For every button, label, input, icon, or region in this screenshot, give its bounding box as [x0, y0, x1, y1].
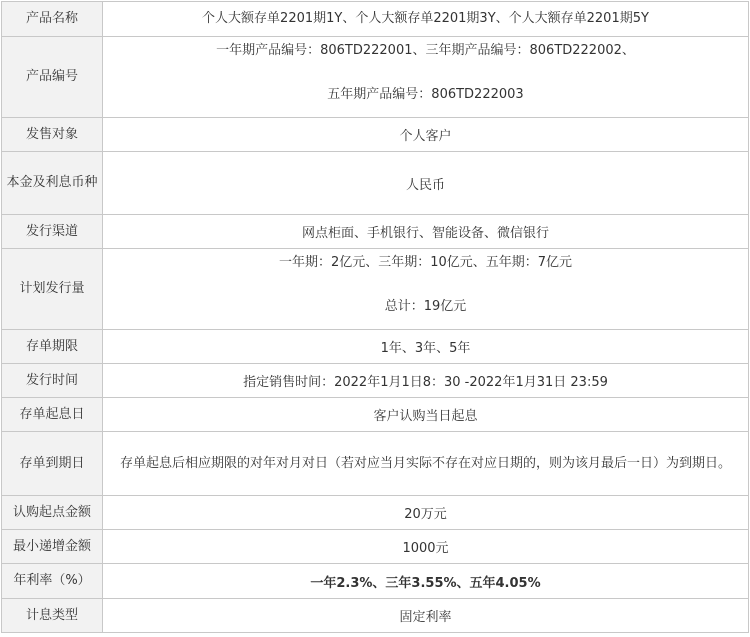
value-line: 一年期：2亿元、三年期：10亿元、五年期：7亿元	[278, 255, 573, 270]
row-label: 最小递增金额	[2, 530, 103, 564]
row-label: 本金及利息币种	[2, 152, 103, 215]
row-value	[103, 496, 749, 530]
row-value	[103, 564, 749, 599]
value-line: 1000元	[402, 541, 449, 556]
row-value	[103, 530, 749, 564]
row-label: 计息类型	[2, 599, 103, 633]
value-line: 指定销售时间：2022年1月1日8：30 -2022年1月31日 23:59	[243, 375, 608, 390]
table-row-interest-rate	[2, 564, 749, 599]
row-value	[103, 215, 749, 249]
table-row-interest-type	[2, 599, 749, 633]
row-label: 存单起息日	[2, 398, 103, 432]
row-label: 产品编号	[2, 37, 103, 118]
value-line: 存单起息后相应期限的对年对月对日（若对应当月实际不存在对应日期的，则为该月最后一日）为到期日。	[119, 455, 731, 471]
value-line: 人民币	[405, 177, 445, 193]
value-line: 一年2.3%、三年3.55%、五年4.05%	[310, 575, 541, 591]
row-label: 产品名称	[2, 2, 103, 37]
row-label: 认购起点金额	[2, 496, 103, 530]
row-value	[103, 432, 749, 496]
product-info-table	[1, 1, 749, 633]
value-line: 一年期产品编号：806TD222001、三年期产品编号：806TD222002、	[216, 43, 635, 58]
table-row-min-amount	[2, 496, 749, 530]
value-line: 20万元	[404, 507, 447, 522]
row-value	[103, 118, 749, 152]
table-row-currency	[2, 152, 749, 215]
value-line: 五年期产品编号：806TD222003	[327, 87, 524, 102]
table-row-channels	[2, 215, 749, 249]
table-row-increment	[2, 530, 749, 564]
row-label: 存单到期日	[2, 432, 103, 496]
table-row-target-customer	[2, 118, 749, 152]
table-row-term	[2, 330, 749, 364]
row-value	[103, 37, 749, 118]
value-line: 客户认购当日起息	[373, 409, 478, 424]
table-row-planned-volume	[2, 249, 749, 330]
row-label: 发售对象	[2, 118, 103, 152]
value-line: 个人大额存单2201期1Y、个人大额存单2201期3Y、个人大额存单2201期5Y	[202, 11, 649, 26]
row-value	[103, 398, 749, 432]
row-value	[103, 249, 749, 330]
value-line: 网点柜面、手机银行、智能设备、微信银行	[301, 226, 549, 241]
row-value	[103, 152, 749, 215]
row-value	[103, 599, 749, 633]
value-line: 固定利率	[399, 610, 452, 625]
row-value	[103, 364, 749, 398]
value-line: 个人客户	[399, 129, 452, 144]
row-label: 计划发行量	[2, 249, 103, 330]
row-value	[103, 2, 749, 37]
table-row-product-name	[2, 2, 749, 37]
row-label: 发行渠道	[2, 215, 103, 249]
table-row-issue-time	[2, 364, 749, 398]
value-line: 1年、3年、5年	[380, 341, 471, 356]
table-row-maturity-date	[2, 432, 749, 496]
table-row-product-code	[2, 37, 749, 118]
row-label: 存单期限	[2, 330, 103, 364]
table-row-value-date	[2, 398, 749, 432]
row-value	[103, 330, 749, 364]
row-label: 年利率（%）	[2, 564, 103, 599]
value-line: 总计：19亿元	[384, 299, 467, 314]
row-label: 发行时间	[2, 364, 103, 398]
